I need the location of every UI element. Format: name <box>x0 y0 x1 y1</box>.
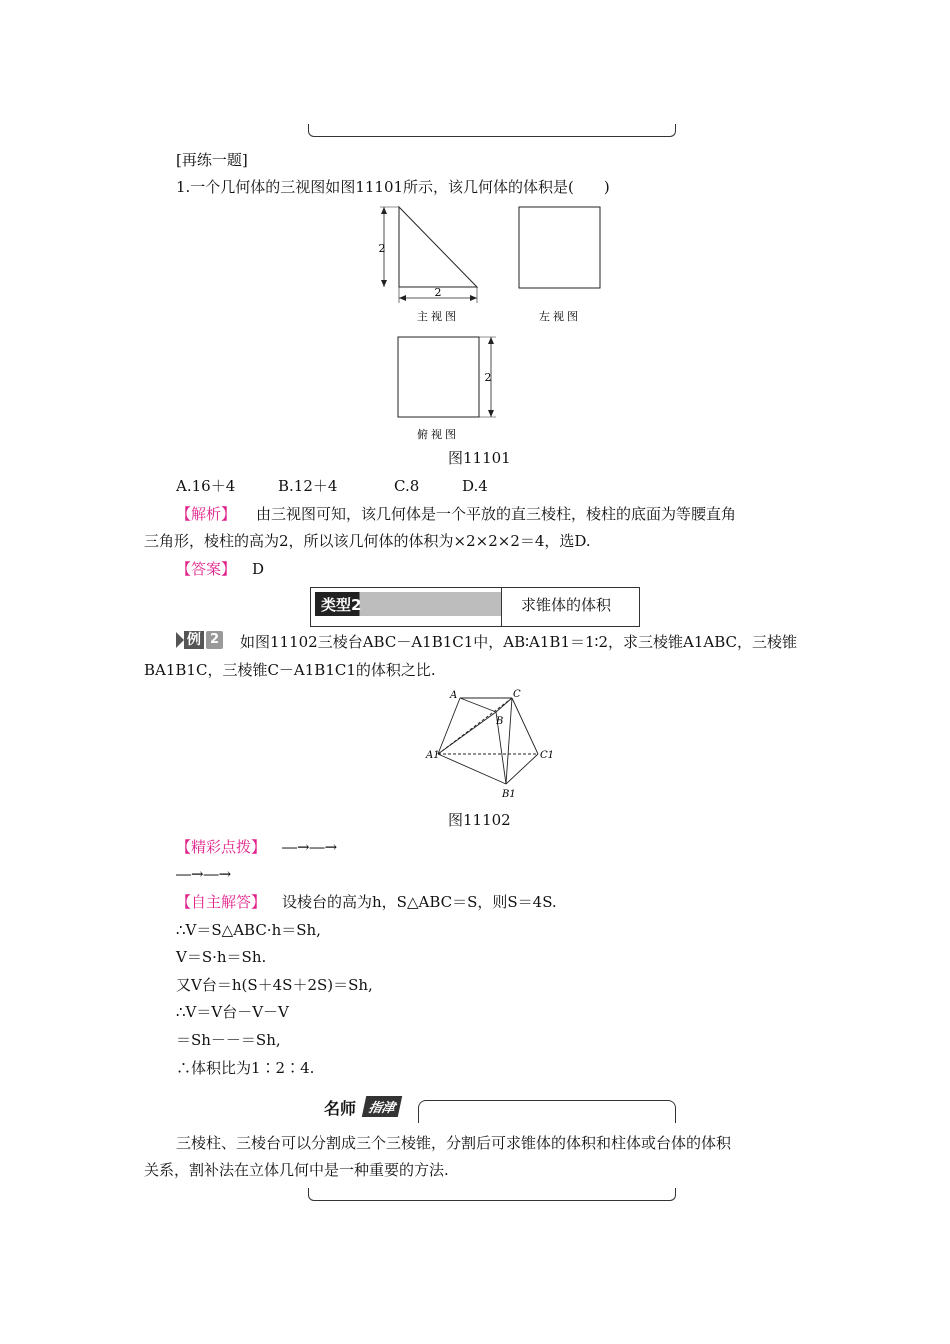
solution-line-5: ＝Sh－－＝Sh, <box>176 1031 281 1049</box>
tip-label-1: 名师 <box>324 1099 357 1118</box>
tip-text-1: 三棱柱、三棱台可以分割成三个三棱锥，分割后可求锥体的体积和柱体或台体的体积 <box>176 1134 732 1152</box>
answer-line <box>176 559 264 579</box>
point-a1: A1 <box>426 750 440 761</box>
example-arrow-icon <box>176 632 184 648</box>
question-text: 1.一个几何体的三视图如图11101所示，该几何体的体积是( ) <box>176 178 610 196</box>
example-text-1: 如图11102三棱台ABC－A1B1C1中，AB∶A1B1＝1∶2，求三棱锥A1ABC，三棱锥 <box>240 633 797 651</box>
tip-text-2: 关系，割补法在立体几何中是一种重要的方法. <box>144 1161 449 1179</box>
practice-heading: [再练一题] <box>176 151 248 169</box>
solution-line-2: V＝S·h＝Sh. <box>176 948 267 966</box>
point-b1: B1 <box>502 789 516 800</box>
analysis-line-1 <box>176 504 736 524</box>
highlight-line-1 <box>176 837 337 857</box>
highlight-arrows-2: ―→―→ <box>176 865 232 883</box>
left-view-square <box>519 207 600 288</box>
point-a: A <box>450 690 458 701</box>
point-b: B <box>496 716 504 727</box>
top-view-label: 俯视图 <box>417 428 459 441</box>
solution-line-0 <box>176 892 557 912</box>
section-title: 求锥体的体积 <box>521 596 612 614</box>
section-header-box <box>310 587 640 627</box>
solution-line-4: ∴V＝V台－V－V <box>176 1003 289 1021</box>
analysis-text-1: 由三视图可知，该几何体是一个平放的直三棱柱，棱柱的底面为等腰直角 <box>256 505 737 523</box>
tip-frame-line <box>418 1100 676 1123</box>
answer-value: D <box>252 560 265 578</box>
front-width-dim: 2 <box>434 286 442 299</box>
front-view-triangle <box>399 207 477 287</box>
left-view-label: 左视图 <box>539 310 581 323</box>
highlight-tag: 【精彩点拨】 <box>176 838 267 856</box>
solution-line-6: ∴体积比为1∶2∶4. <box>176 1059 315 1077</box>
top-box-bottom-border <box>308 124 676 137</box>
option-a: A.16＋4 <box>176 477 236 495</box>
highlight-arrows-1: ―→―→ <box>282 838 338 856</box>
option-b: B.12＋4 <box>278 477 338 495</box>
point-c: C <box>513 689 521 700</box>
solution-tag: 【自主解答】 <box>176 893 267 911</box>
front-height-dim: 2 <box>378 242 386 255</box>
tip-header <box>310 1094 676 1122</box>
figure-caption-2: 图11102 <box>448 811 511 829</box>
top-height-dim: 2 <box>484 371 492 384</box>
option-c: C.8 <box>394 477 420 495</box>
figure-caption-1: 图11101 <box>448 449 511 467</box>
analysis-tag: 【解析】 <box>176 505 237 523</box>
solution-line-3: 又V台＝h(S＋4S＋2S)＝Sh, <box>176 976 373 994</box>
section-divider <box>501 588 502 626</box>
solution-line-1: ∴V＝S△ABC·h＝Sh, <box>176 921 321 939</box>
option-d: D.4 <box>462 477 488 495</box>
example-badge <box>176 630 223 650</box>
three-views-figure <box>370 200 620 450</box>
example-label: 例 <box>184 631 204 649</box>
top-view-square <box>398 337 479 417</box>
example-number: 2 <box>206 631 223 649</box>
section-type-label: 类型2 <box>321 596 362 614</box>
point-c1: C1 <box>540 750 555 761</box>
tip-box-bottom-border <box>308 1188 676 1201</box>
front-view-label: 主视图 <box>417 310 459 323</box>
analysis-line-2: 三角形，棱柱的高为2，所以该几何体的体积为×2×2×2＝4，选D. <box>144 532 591 550</box>
solution-text-0: 设棱台的高为h，S△ABC＝S，则S＝4S. <box>282 893 557 911</box>
tip-label-2: 指津 <box>362 1096 402 1117</box>
answer-tag: 【答案】 <box>176 560 237 578</box>
example-text-2: BA1B1C，三棱锥C－A1B1C1的体积之比. <box>144 661 436 679</box>
frustum-figure <box>420 684 560 804</box>
